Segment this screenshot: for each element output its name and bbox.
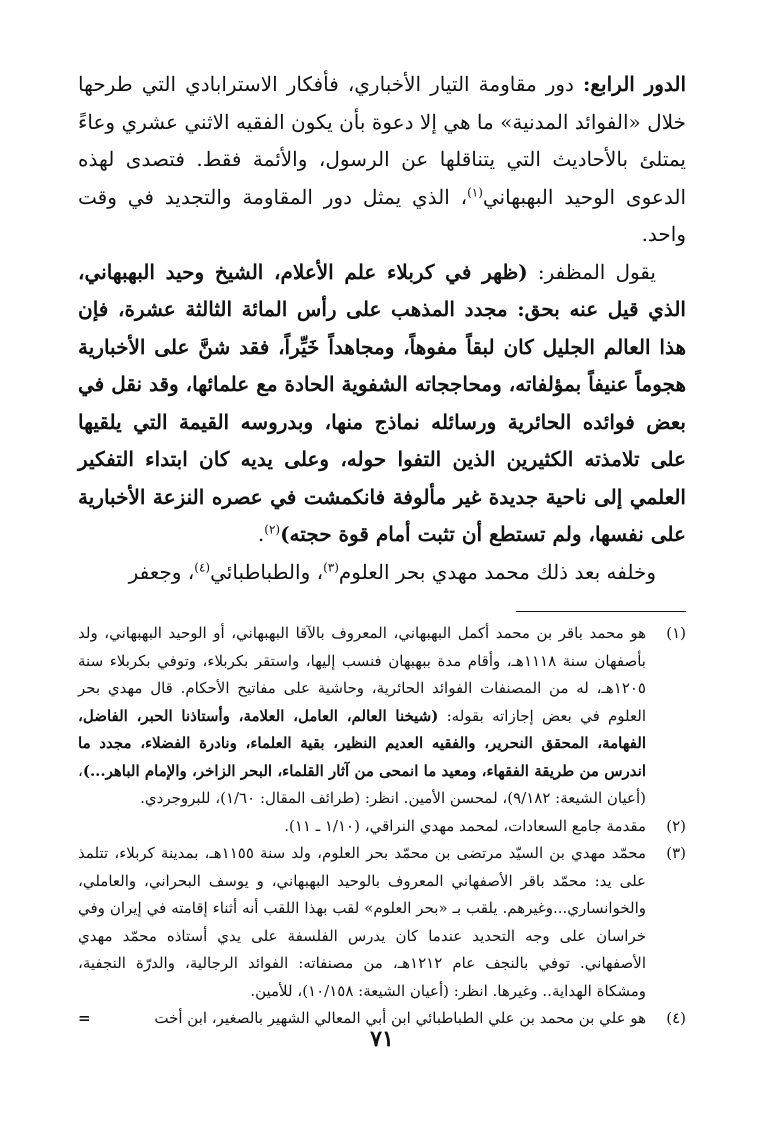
footnote-separator xyxy=(516,611,686,612)
footnote-1 xyxy=(78,620,686,813)
footnote-ref-4: (٤) xyxy=(194,559,211,574)
footnote-3 xyxy=(78,840,686,1005)
paragraph-1 xyxy=(78,66,686,254)
paragraph-2-intro: يقول المظفر: xyxy=(527,259,656,284)
main-text xyxy=(78,66,686,591)
footnote-body xyxy=(78,620,646,813)
footnote-ref-2: (٢) xyxy=(264,522,281,537)
footnote-1-text-a: هو محمد باقر بن محمد أكمل البهبهاني، المعروف بالآقا البهبهاني، أو الوحيد البهبهاني، ولد بأصفهان سنة ١١١٨هـ، وأقام مدة ببهبهان فنسب إليها، واستقر بكربلاء، وتوفي بكربلاء سنة ١٢٠٥هـ، له من المصنفات الفوائد الحائرية، وحاشية على مفاتيح الأحكام. قال مهدي بحر العلوم في بعض إجازاته بقوله: xyxy=(78,624,647,725)
footnotes xyxy=(78,620,686,1033)
footnote-body: هو علي بن محمد بن علي الطباطبائي ابن أبي المعالي الشهير بالصغير، ابن أخت xyxy=(154,1009,646,1027)
paragraph-2-end: . xyxy=(257,522,265,546)
continuation-mark: = xyxy=(78,1009,91,1027)
footnote-number: (٢) xyxy=(666,816,686,835)
footnote-body: محمّد مهدي بن السيّد مرتضى بن محمّد بحر العلوم، ولد سنة ١١٥٥هـ، بمدينة كربلاء، تتلمذ على يد: محمّد باقر الأصفهاني المعروف بالوحيد البهبهاني، و يوسف البحراني، والعاملي، والخوانساري...وغيرهم. يلقب بـ «بحر العلوم» لقب بهذا اللقب أنه أثناء إقامته في إيران وفي خراسان على وجه التحديد عندما كان يدرس الفلسفة على يدي أستاذه محمّد مهدي الأصفهاني. توفي بالنجف عام ١٢١٢هـ، من مصنفاته: الفوائد الرجالية، والدرّة النجفية، ومشكاة الهداية.. وغيرها. انظر: (أعيان الشيعة: ١٠/١٥٨)، للأمين. xyxy=(78,844,646,1000)
paragraph-1-text: دور مقاومة التيار الأخباري، فأفكار الاسترابادي التي طرحها خلال «الفوائد المدنية» ما هي إلا دعوة بأن يكون الفقيه الاثني عشري وعاءً يمتلئ بالأحاديث التي يتناقلها عن الرسول، والأئمة فقط. فتصدى لهذه الدعوى الوحيد البهبهاني xyxy=(78,72,686,209)
paragraph-2-quote: (ظهر في كربلاء علم الأعلام، الشيخ وحيد البهبهاني، الذي قيل عنه بحق: مجدد المذهب على رأس المائة الثالثة عشرة، فإن هذا العالم الجليل كان لبقاً مفوهاً، ومجاهداً خَيِّراً، فقد شنَّ على الأخبارية هجوماً عنيفاً بمؤلفاته، ومحاججاته الشفوية الحادة مع علمائها، وقد نقل في بعض فوائده الحائرية ورسائله نماذج منها، وبدروسه القيمة التي يلقيها على تلامذته الكثيرين الذين التفوا حوله، وعلى يديه كان ابتداء التفكير العلمي إلى ناحية جديدة غير مألوفة فانكمشت في عصره النزعة الأخبارية على نفسها، ولم تستطع أن تثبت أمام قوة حجته) xyxy=(78,259,686,546)
footnote-2 xyxy=(78,813,686,841)
footnote-ref-1: (١) xyxy=(467,184,483,199)
footnote-body: مقدمة جامع السعادات، لمحمد مهدي النراقي، (١/١٠ ـ ١١). xyxy=(284,816,646,835)
page-number: ٧١ xyxy=(370,1026,394,1052)
paragraph-1-tail: ، الذي يمثل دور المقاومة والتجديد في وقت واحد. xyxy=(78,184,686,246)
paragraph-3 xyxy=(78,554,686,592)
paragraph-1-lead: الدور الرابع: xyxy=(583,72,687,96)
paragraph-3-text-1: وخلفه بعد ذلك محمد مهدي بحر العلوم xyxy=(338,559,656,584)
footnote-ref-3: (٣) xyxy=(323,559,339,574)
footnote-number: (٣) xyxy=(666,844,686,862)
footnote-1-quote: (شيخنا العالم، العامل، العلامة، وأستاذنا الحبر، الفاضل، الفهامة، المحقق النحرير، والفقيه العديم النظير، بقية العلماء، ونادرة الفضلاء، مجدد ما اندرس من طريقة الفقهاء، ومعيد ما انمحى من آثار القلماء، البحر الزاخر، والإمام الباهر...) xyxy=(78,706,646,780)
paragraph-2 xyxy=(78,254,686,554)
footnote-1-text-c: ، (أعيان الشيعة: ٩/١٨٢)، لمحسن الأمين. انظر: (طرائف المقال: ١/٦٠)، للبروجردي. xyxy=(78,761,646,807)
footnote-number: (٤) xyxy=(666,1009,686,1027)
paragraph-3-text-3: ، وجعفر xyxy=(128,559,195,584)
paragraph-3-text-2: ، والطباطبائي xyxy=(210,559,324,584)
footnote-number: (١) xyxy=(666,624,686,642)
book-page xyxy=(78,66,686,1106)
